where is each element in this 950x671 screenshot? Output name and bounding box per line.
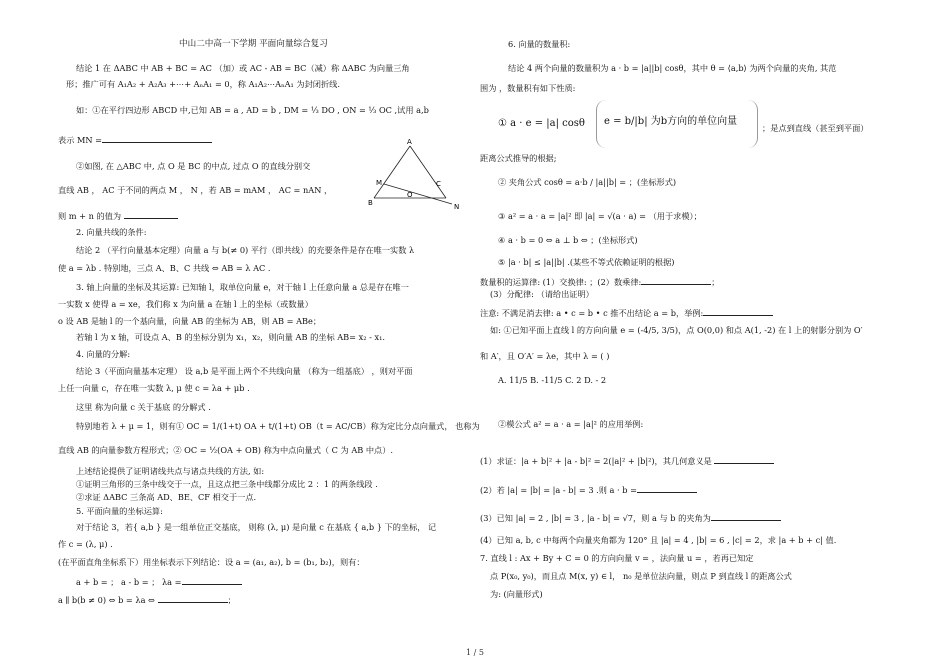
text-line: 作 c = (λ, μ) . bbox=[58, 539, 113, 549]
label-M: M bbox=[376, 179, 383, 187]
answer-choices: A. 11/5 B. -11/5 C. 2 D. - 2 bbox=[498, 375, 607, 385]
text-line: ② 夹角公式 cosθ = a·b / |a||b| = ；(坐标形式) bbox=[498, 177, 677, 187]
text-line: 点 P(x₀, y₀)，而且点 M(x, y) ∈ l， n₀ 是单位法向量，则点 P 到直线 l 的距离公式 bbox=[490, 571, 792, 581]
text-line: ①证明三角形的三条中线交于一点，且这点把三条中线都分成比 2 ：1 的两条线段 . bbox=[76, 479, 378, 489]
text-line: 上任一向量 c，存在唯一实数 λ, μ 使 c = λa + μb . bbox=[58, 383, 250, 393]
text-line: 7. 直线 l : Ax + By + C = 0 的方向向量 v = ，法向量 u = ，若再已知定 bbox=[480, 553, 754, 563]
text-line: (4）已知 a, b, c 中每两个向量夹角都为 120° 且 |a| = 4 , |b| = 6 , |c| = 2，求 |a + b + c| 值. bbox=[480, 535, 837, 545]
text-line: 结论 4 两个向量的数量积为 a · b = |a||b| cosθ，其中 θ = ⟨a,b⟩ 为两个向量的夹角, 其范 bbox=[508, 63, 837, 73]
text-line: 结论 3（平面向量基本定理） 设 a,b 是平面上两个不共线向量 （称为一组基底） ，则对平面 bbox=[76, 366, 413, 376]
text-line: 则 m + n 的值为 bbox=[58, 210, 178, 221]
page-number: 1 / 5 bbox=[466, 648, 484, 657]
section-heading: 2. 向量共线的条件: bbox=[76, 227, 147, 237]
text-line: ②求证 ΔABC 三条高 AD、BE、CF 相交于一点. bbox=[76, 492, 257, 502]
section-heading: 5. 平面向量的坐标运算: bbox=[76, 506, 163, 516]
text-line: 如: ①已知平面上直线 l 的方向向量 e = (-4/5, 3/5)，点 O(0,0) 和点 A(1, -2) 在 l 上的射影分别为 O′ bbox=[490, 325, 863, 335]
section-heading: 6. 向量的数量积: bbox=[508, 39, 571, 49]
unit-vector-formula: e = b/|b| 为b方向的单位向量 bbox=[604, 116, 738, 127]
text-line: o 设 AB 是轴 l 的一个基向量，向量 AB 的坐标为 AB，则 AB = ABe； bbox=[58, 316, 322, 326]
text-line: 结论 1 在 ΔABC 中 AB + BC = AC （加）或 AC - AB = BC（减）称 ΔABC 为向量三角 bbox=[76, 63, 410, 73]
text-line: (1）求证：|a + b|² + |a - b|² = 2(|a|² + |b|²)，其几何意义是 bbox=[480, 455, 774, 466]
text-line: (2）若 |a| = |b| = |a - b| = 3 .则 a · b = bbox=[480, 484, 697, 495]
text-line: 直线 AB 的向量参数方程形式；② OC = ½(OA + OB) 称为中点向量式（ C 为 AB 中点）. bbox=[58, 445, 394, 455]
label-B: B bbox=[368, 199, 373, 207]
label-N: N bbox=[454, 203, 460, 210]
label-C: C bbox=[436, 180, 441, 188]
text-line: 数量积的运算律: (1）交换律: ；(2）数乘律: ； bbox=[480, 277, 720, 287]
text-line: ① a · e = |a| cosθ bbox=[498, 118, 585, 129]
side-AC bbox=[410, 146, 446, 198]
text-line: 对于结论 3，若{ a,b } 是一组单位正交基底， 则称 (λ, μ) 是向量 c 在基底 { a,b } 下的坐标， 记 bbox=[76, 522, 437, 532]
text-line: (3）已知 |a| = 2 , |b| = 3 , |a - b| = √7，则 a 与 b 的夹角为 bbox=[480, 512, 781, 523]
triangle-figure bbox=[366, 138, 466, 210]
text-line: 为: (向量形式) bbox=[490, 589, 543, 599]
text-line: 和 A′，且 O′A′ = λe，其中 λ = ( ) bbox=[480, 351, 610, 361]
text-line: 这里 称为向量 c 关于基底 的分解式 . bbox=[76, 402, 211, 412]
text-line: ④ a · b = 0 ⇔ a ⊥ b ⇔ ；(坐标形式) bbox=[498, 235, 638, 245]
line-MN bbox=[384, 184, 452, 204]
text-line: 如：①在平行四边形 ABCD 中,已知 AB = a , AD = b , DM = ⅓ DO , ON = ⅓ OC ,试用 a,b bbox=[76, 105, 429, 115]
text-line: 3. 轴上向量的坐标及其运算: 已知轴 l，取单位向量 e，对于轴 l 上任意向量 a 总是存在唯一 bbox=[76, 282, 409, 292]
text-line: 一实数 x 使得 a = xe，我们称 x 为向量 a 在轴 l 上的坐标（或数量） bbox=[58, 299, 313, 309]
text-line: 使 a = λb . 特别地，三点 A、B、C 共线 ⇔ AB = λ AC . bbox=[58, 263, 271, 273]
text-line: 表示 MN = bbox=[58, 134, 212, 145]
page-title: 中山二中高一下学期 平面向量综合复习 bbox=[179, 39, 328, 49]
text-line: 直线 AB ， AC 于不同的两点 M ， N ，若 AB = mAM ， AC = nAN ， bbox=[58, 185, 333, 195]
text-line: a ∥ b(b ≠ 0) ⇔ b = λa ⇔ ； bbox=[58, 595, 236, 605]
section-heading: 4. 向量的分解: bbox=[76, 349, 131, 359]
text-line: ②如图, 在 △ABC 中, 点 O 是 BC 的中点, 过点 O 的直线分别交 bbox=[76, 161, 311, 171]
label-A: A bbox=[407, 138, 412, 146]
text-line: a + b = ； a - b = ； λa = bbox=[76, 576, 242, 587]
text-line: ⑤ |a · b| ≤ |a||b| .(某些不等式依赖证明的根据) bbox=[498, 257, 675, 267]
text-line: 形；推广可有 A₁A₂ + A₂A₃ +⋯+ AₙA₁ = 0，称 A₁A₂⋯AₙA₁ 为封闭折线. bbox=[66, 79, 340, 89]
text-line: 上述结论提供了证明诸线共点与诸点共线的方法, 如: bbox=[76, 466, 265, 476]
text-line: ③ a² = a · a = |a|² 即 |a| = √(a · a) = （用于求模）； bbox=[498, 211, 702, 221]
text-line: 注意: 不满足消去律: a • c = b • c 推不出结论 a = b，举例: bbox=[480, 307, 773, 318]
text-line: (3）分配律: （请给出证明） bbox=[490, 289, 594, 299]
label-O: O bbox=[407, 191, 413, 199]
text-line: ；是点到直线（甚至到平面） bbox=[762, 123, 869, 133]
text-line: ②模公式 a² = a · a = |a|² 的应用举例: bbox=[498, 419, 644, 429]
text-line: (在平面直角坐标系下）用坐标表示下列结论：设 a = (a₁, a₂), b = (b₁, b₂)，则有： bbox=[58, 557, 365, 567]
text-line: 结论 2 （平行向量基本定理）向量 a 与 b(≠ 0) 平行（即共线）的充要条件是存在唯一实数 λ bbox=[76, 245, 415, 255]
text-line: 特别地若 λ + μ = 1，则有① OC = 1/(1+t) OA + t/(1+t) OB（t = AC/CB）称为定比分点向量式， 也称为 bbox=[76, 421, 480, 431]
text-line: 若轴 l 为 x 轴，可设点 A、B 的坐标分别为 x₁，x₂，则向量 AB 的坐标 AB= x₂ - x₁. bbox=[76, 332, 385, 342]
text-line: 距离公式推导的根据; bbox=[480, 153, 557, 163]
text-line: 围为 ，数量积有如下性质: bbox=[480, 83, 576, 93]
